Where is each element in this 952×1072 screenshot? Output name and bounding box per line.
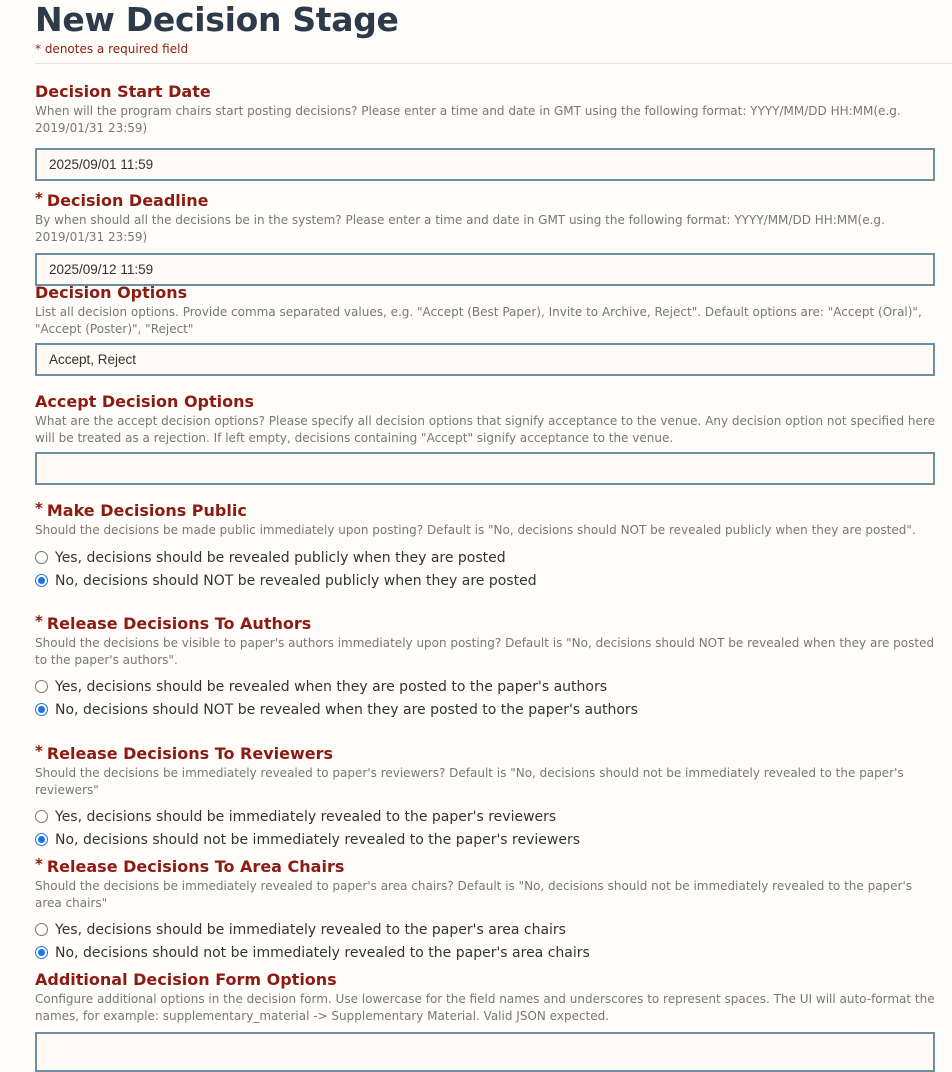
make-public-yes-radio[interactable]: [35, 551, 48, 564]
decision-start-date-input[interactable]: 2025/09/01 11:59: [35, 148, 935, 181]
field-decision-deadline: [35, 191, 935, 286]
make-public-no-option[interactable]: [35, 569, 935, 592]
release-area-chairs-no-label: No, decisions should not be immediately revealed to the paper's area chairs: [55, 944, 590, 961]
field-additional-decision-form-options: [35, 970, 935, 1072]
field-accept-decision-options: [35, 392, 935, 485]
required-marker: *: [35, 189, 43, 207]
make-public-no-label: No, decisions should NOT be revealed publicly when they are posted: [55, 572, 537, 589]
release-reviewers-no-option[interactable]: [35, 828, 935, 851]
decision-deadline-input[interactable]: 2025/09/12 11:59: [35, 253, 935, 286]
release-authors-label: Release Decisions To Authors: [46, 614, 312, 633]
make-decisions-public-radio-group: [35, 546, 935, 592]
decision-deadline-description: By when should all the decisions be in the system? Please enter a time and date in GMT using the following format: YYYY/MM/DD HH:MM(e.g. 2019/01/31 23:59): [35, 213, 885, 244]
accept-decision-options-label: Accept Decision Options: [35, 392, 255, 411]
decision-options-label: Decision Options: [35, 283, 188, 302]
make-decisions-public-description: Should the decisions be made public immediately upon posting? Default is "No, decisions should NOT be revealed publicly when they are posted".: [35, 523, 916, 537]
release-area-chairs-yes-option[interactable]: [35, 918, 935, 941]
accept-decision-options-description: What are the accept decision options? Please specify all decision options that signify acceptance to the venue. Any decision option not specified here will be treated as a rejection. If left empty, decisions containing "Accept" signify acceptance to the venue.: [35, 414, 935, 445]
accept-decision-options-input[interactable]: [35, 452, 935, 485]
required-marker: *: [35, 612, 43, 630]
additional-options-textarea[interactable]: [35, 1032, 935, 1072]
release-area-chairs-no-option[interactable]: [35, 941, 935, 964]
field-release-decisions-to-authors: [35, 614, 935, 721]
release-reviewers-yes-radio[interactable]: [35, 810, 48, 823]
release-authors-no-option[interactable]: [35, 698, 935, 721]
release-authors-yes-option[interactable]: [35, 675, 935, 698]
release-area-chairs-label: Release Decisions To Area Chairs: [46, 857, 345, 876]
decision-options-description: List all decision options. Provide comma separated values, e.g. "Accept (Best Paper), Invite to Archive, Reject". Default options are: "Accept (Oral)", "Accept (Poster)", "Reject": [35, 305, 922, 336]
release-authors-no-radio[interactable]: [35, 703, 48, 716]
field-release-decisions-to-area-chairs: [35, 857, 935, 964]
release-reviewers-yes-label: Yes, decisions should be immediately revealed to the paper's reviewers: [55, 808, 557, 825]
release-authors-no-label: No, decisions should NOT be revealed when they are posted to the paper's authors: [55, 701, 638, 718]
title-divider: [35, 63, 952, 64]
field-release-decisions-to-reviewers: [35, 744, 935, 851]
additional-options-description: Configure additional options in the decision form. Use lowercase for the field names and underscores to represent spaces. The UI will auto-format the names, for example: supplementary_material -> Supplementary Material. Valid JSON expected.: [35, 992, 935, 1023]
additional-options-label: Additional Decision Form Options: [35, 970, 337, 989]
release-reviewers-radio-group: [35, 805, 935, 851]
release-reviewers-description: Should the decisions be immediately revealed to paper's reviewers? Default is "No, decisions should not be immediately revealed to the paper's reviewers": [35, 766, 904, 797]
decision-start-date-label: Decision Start Date: [35, 82, 211, 101]
required-marker: *: [35, 742, 43, 760]
release-area-chairs-radio-group: [35, 918, 935, 964]
make-decisions-public-label: Make Decisions Public: [46, 501, 247, 520]
make-public-yes-option[interactable]: [35, 546, 935, 569]
release-reviewers-no-label: No, decisions should not be immediately revealed to the paper's reviewers: [55, 831, 580, 848]
make-public-yes-label: Yes, decisions should be revealed publicly when they are posted: [55, 549, 506, 566]
release-area-chairs-yes-radio[interactable]: [35, 923, 48, 936]
make-public-no-radio[interactable]: [35, 574, 48, 587]
page-title: New Decision Stage: [35, 0, 399, 39]
release-reviewers-label: Release Decisions To Reviewers: [46, 744, 334, 763]
field-decision-options: [35, 283, 935, 376]
release-area-chairs-yes-label: Yes, decisions should be immediately revealed to the paper's area chairs: [55, 921, 566, 938]
release-authors-yes-label: Yes, decisions should be revealed when they are posted to the paper's authors: [55, 678, 608, 695]
release-area-chairs-description: Should the decisions be immediately revealed to paper's area chairs? Default is "No, decisions should not be immediately revealed to the paper's area chairs": [35, 879, 913, 910]
release-reviewers-yes-option[interactable]: [35, 805, 935, 828]
release-area-chairs-no-radio[interactable]: [35, 946, 48, 959]
decision-deadline-label: Decision Deadline: [46, 191, 209, 210]
required-field-note: * denotes a required field: [35, 42, 189, 56]
release-authors-radio-group: [35, 675, 935, 721]
decision-options-input[interactable]: Accept, Reject: [35, 343, 935, 376]
release-authors-yes-radio[interactable]: [35, 680, 48, 693]
required-marker: *: [35, 499, 43, 517]
decision-start-date-description: When will the program chairs start posting decisions? Please enter a time and date in GMT using the following format: YYYY/MM/DD HH:MM(e.g. 2019/01/31 23:59): [35, 104, 901, 135]
field-make-decisions-public: [35, 501, 935, 592]
release-authors-description: Should the decisions be visible to paper's authors immediately upon posting? Default is "No, decisions should NOT be revealed when they are posted to the paper's authors".: [35, 636, 935, 667]
field-decision-start-date: [35, 82, 935, 181]
required-marker: *: [35, 855, 43, 873]
release-reviewers-no-radio[interactable]: [35, 833, 48, 846]
